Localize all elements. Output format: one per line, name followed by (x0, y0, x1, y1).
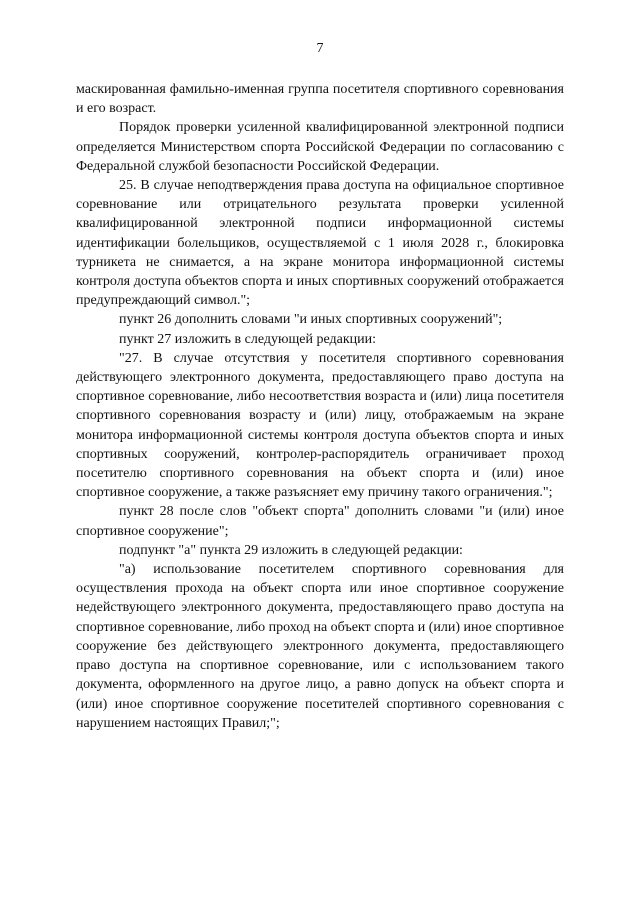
paragraph-continuation: маскированная фамильно-именная группа посетителя спортивного соревнования и его возраст. (76, 82, 564, 117)
paragraph-item-29a-text: "а) использование посетителем спортивного соревнования для осуществления прохода на объект спорта или иное спортивное сооружение недействующего электронного документа, предоставляющего право доступа на спортивное соревнование, либо проход на объект спорта и (или) иное спортивное сооружение без действующего электронного документа, предоставляющего право доступа на спортивное соревнование, или с использованием такого документа, оформленного на другое лицо, а равно допуск на объект спорта и (или) иное спортивное сооружение посетителей спортивного соревнования с нарушением настоящих Правил;"; (76, 562, 564, 731)
page-number: 7 (316, 41, 324, 56)
paragraph-item-29-intro: подпункт "а" пункта 29 изложить в следующей редакции: (119, 542, 463, 558)
paragraph-item-27-intro: пункт 27 изложить в следующей редакции: (119, 331, 376, 347)
paragraph-item-27-text: "27. В случае отсутствия у посетителя спортивного соревнования действующего электронного документа, предоставляющего право доступа на спортивное соревнование, либо несоответствия возраста и (или) лица посетителя спортивного соревнования возрасту и (или) лицу, отображаемым на экране монитора информационной системы контроля доступа объектов спорта и иных спортивных сооружений, контролер-распорядитель ограничивает проход посетителю спортивного соревнования на объект спорта и (или) иное спортивное сооружение, а также разъясняет ему причину такого ограничения."; (76, 350, 564, 501)
paragraph-item-26-amendment: пункт 26 дополнить словами "и иных спортивных сооружений"; (119, 312, 503, 328)
paragraph-item-28-amendment: пункт 28 после слов "объект спорта" дополнить словами "и (или) иное спортивное сооружение"; (76, 504, 564, 539)
paragraph-signature-verification: Порядок проверки усиленной квалифицированной электронной подписи определяется Министерством спорта Российской Федерации по согласованию с Федеральной службой безопасности Российской Федерации. (76, 120, 564, 174)
paragraph-item-25: 25. В случае неподтверждения права доступа на официальное спортивное соревнование или отрицательного результата проверки усиленной квалифицированной электронной подписи информационной системы идентификации болельщиков, осуществляемой с 1 июля 2028 г., блокировка турникета не снимается, а на экране монитора информационной системы контроля доступа объектов спорта и иных спортивных сооружений отображается предупреждающий символ."; (76, 178, 564, 309)
document-body (76, 80, 564, 733)
